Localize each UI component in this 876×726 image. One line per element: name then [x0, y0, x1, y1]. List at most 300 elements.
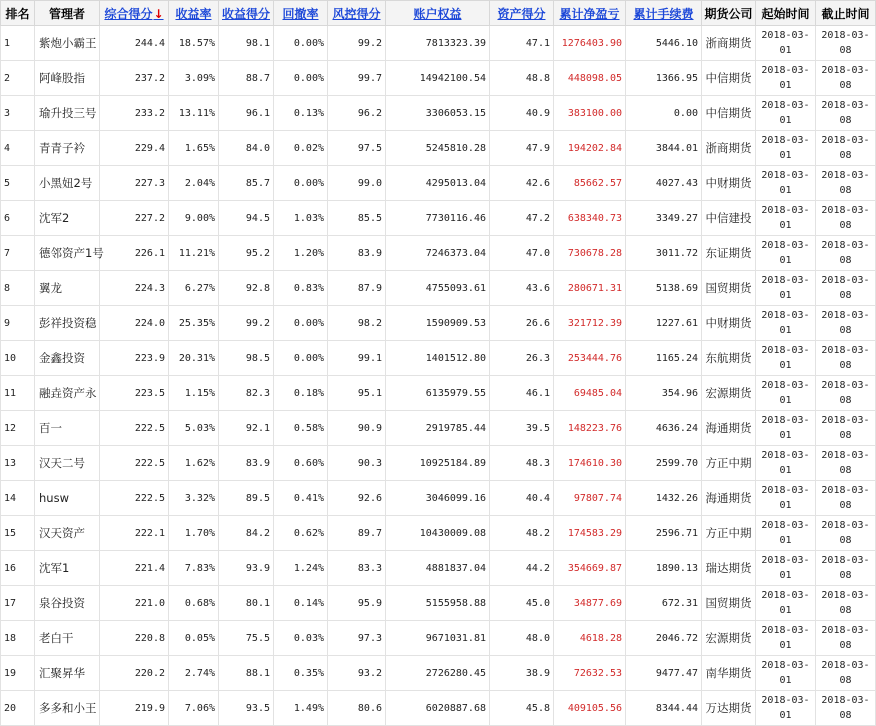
cell-drawdown: 0.41% — [274, 481, 328, 516]
cell-profit: 174610.30 — [554, 446, 626, 481]
cell-broker: 瑞达期货 — [702, 551, 756, 586]
cell-return-score: 96.1 — [219, 96, 274, 131]
cell-score: 227.3 — [100, 166, 169, 201]
cell-equity: 1401512.80 — [386, 341, 490, 376]
cell-rank: 7 — [1, 236, 35, 271]
cell-end — [816, 516, 876, 551]
cell-score: 221.0 — [100, 586, 169, 621]
cell-score: 219.9 — [100, 691, 169, 726]
cell-manager[interactable]: husw — [35, 481, 100, 516]
cell-manager[interactable]: 彭祥投资稳 — [35, 306, 100, 341]
cell-drawdown: 0.03% — [274, 621, 328, 656]
cell-end-date-part: 2018-03- — [821, 590, 870, 601]
cell-end — [816, 96, 876, 131]
cell-end-day-part: 08 — [839, 605, 852, 616]
cell-risk-score: 95.9 — [328, 586, 386, 621]
cell-fee: 1227.61 — [626, 306, 702, 341]
cell-return-rate: 1.70% — [169, 516, 219, 551]
cell-manager[interactable]: 老白干 — [35, 621, 100, 656]
cell-start-date-part: 2018-03- — [761, 135, 810, 146]
cell-end — [816, 341, 876, 376]
cell-return-score: 93.9 — [219, 551, 274, 586]
cell-start-date-part: 2018-03- — [761, 275, 810, 286]
cell-start — [756, 621, 816, 656]
cell-start — [756, 341, 816, 376]
cell-start — [756, 691, 816, 726]
cell-risk-score: 98.2 — [328, 306, 386, 341]
cell-start — [756, 96, 816, 131]
cell-equity: 1590909.53 — [386, 306, 490, 341]
cell-score: 222.5 — [100, 411, 169, 446]
header-score-label: 综合得分 — [104, 6, 153, 21]
cell-profit: 321712.39 — [554, 306, 626, 341]
cell-drawdown: 1.24% — [274, 551, 328, 586]
header-risk-score[interactable]: 风控得分 — [328, 1, 386, 26]
cell-fee: 5138.69 — [626, 271, 702, 306]
cell-profit: 730678.28 — [554, 236, 626, 271]
cell-end-day-part: 08 — [839, 675, 852, 686]
cell-profit: 280671.31 — [554, 271, 626, 306]
cell-start-day-part: 01 — [779, 605, 792, 616]
cell-score: 229.4 — [100, 131, 169, 166]
cell-end-day-part: 08 — [839, 710, 852, 721]
cell-profit: 253444.76 — [554, 341, 626, 376]
cell-fee: 5446.10 — [626, 26, 702, 61]
cell-start — [756, 166, 816, 201]
cell-start — [756, 236, 816, 271]
cell-manager[interactable]: 汉天二号 — [35, 446, 100, 481]
header-score-sort[interactable] — [100, 1, 169, 26]
cell-asset-score: 46.1 — [490, 376, 554, 411]
cell-start-date-part: 2018-03- — [761, 485, 810, 496]
cell-fee: 354.96 — [626, 376, 702, 411]
cell-broker: 方正中期 — [702, 516, 756, 551]
cell-fee: 2596.71 — [626, 516, 702, 551]
cell-score: 233.2 — [100, 96, 169, 131]
cell-fee: 3349.27 — [626, 201, 702, 236]
cell-start-date-part: 2018-03- — [761, 695, 810, 706]
cell-asset-score: 45.0 — [490, 586, 554, 621]
cell-profit: 383100.00 — [554, 96, 626, 131]
cell-risk-score: 92.6 — [328, 481, 386, 516]
cell-start-day-part: 01 — [779, 640, 792, 651]
cell-equity: 6020887.68 — [386, 691, 490, 726]
cell-equity: 2726280.45 — [386, 656, 490, 691]
cell-broker: 中财期货 — [702, 306, 756, 341]
cell-risk-score: 99.2 — [328, 26, 386, 61]
cell-start — [756, 131, 816, 166]
cell-end-day-part: 08 — [839, 640, 852, 651]
cell-score: 226.1 — [100, 236, 169, 271]
cell-fee: 3011.72 — [626, 236, 702, 271]
table-row — [1, 411, 876, 446]
table-row — [1, 446, 876, 481]
cell-drawdown: 1.03% — [274, 201, 328, 236]
cell-drawdown: 0.83% — [274, 271, 328, 306]
cell-rank: 15 — [1, 516, 35, 551]
cell-end — [816, 656, 876, 691]
cell-risk-score: 83.9 — [328, 236, 386, 271]
cell-profit: 148223.76 — [554, 411, 626, 446]
cell-equity: 2919785.44 — [386, 411, 490, 446]
cell-rank: 6 — [1, 201, 35, 236]
cell-return-score: 84.0 — [219, 131, 274, 166]
cell-broker: 国贸期货 — [702, 586, 756, 621]
cell-fee: 9477.47 — [626, 656, 702, 691]
cell-start-day-part: 01 — [779, 115, 792, 126]
cell-asset-score: 40.4 — [490, 481, 554, 516]
cell-end — [816, 26, 876, 61]
table-row — [1, 26, 876, 61]
cell-risk-score: 87.9 — [328, 271, 386, 306]
cell-equity: 10430009.08 — [386, 516, 490, 551]
cell-rank: 14 — [1, 481, 35, 516]
header-rank: 排名 — [1, 1, 35, 26]
cell-risk-score: 89.7 — [328, 516, 386, 551]
cell-start-date-part: 2018-03- — [761, 415, 810, 426]
cell-rank: 11 — [1, 376, 35, 411]
table-row — [1, 551, 876, 586]
cell-start-day-part: 01 — [779, 185, 792, 196]
cell-asset-score: 48.2 — [490, 516, 554, 551]
cell-drawdown: 0.00% — [274, 61, 328, 96]
cell-end — [816, 61, 876, 96]
cell-return-score: 85.7 — [219, 166, 274, 201]
cell-end-day-part: 08 — [839, 185, 852, 196]
cell-start-date-part: 2018-03- — [761, 520, 810, 531]
cell-asset-score: 26.3 — [490, 341, 554, 376]
cell-manager[interactable]: 融垚资产永 — [35, 376, 100, 411]
cell-return-score: 99.2 — [219, 306, 274, 341]
cell-drawdown: 1.49% — [274, 691, 328, 726]
cell-end — [816, 376, 876, 411]
cell-start-date-part: 2018-03- — [761, 555, 810, 566]
cell-profit: 194202.84 — [554, 131, 626, 166]
cell-start-day-part: 01 — [779, 220, 792, 231]
header-drawdown[interactable]: 回撤率 — [274, 1, 328, 26]
cell-end-date-part: 2018-03- — [821, 520, 870, 531]
cell-manager[interactable]: 多多和小王 — [35, 691, 100, 726]
cell-end — [816, 446, 876, 481]
cell-return-rate: 25.35% — [169, 306, 219, 341]
cell-end-day-part: 08 — [839, 220, 852, 231]
cell-broker: 国贸期货 — [702, 271, 756, 306]
cell-manager[interactable]: 紫炮小霸王 — [35, 26, 100, 61]
cell-end-date-part: 2018-03- — [821, 135, 870, 146]
cell-start-day-part: 01 — [779, 500, 792, 511]
cell-start-day-part: 01 — [779, 150, 792, 161]
cell-return-rate: 18.57% — [169, 26, 219, 61]
cell-drawdown: 0.00% — [274, 166, 328, 201]
cell-score: 227.2 — [100, 201, 169, 236]
cell-equity: 14942100.54 — [386, 61, 490, 96]
cell-start-day-part: 01 — [779, 80, 792, 91]
cell-drawdown: 0.62% — [274, 516, 328, 551]
cell-rank: 8 — [1, 271, 35, 306]
cell-drawdown: 0.58% — [274, 411, 328, 446]
cell-broker: 中信期货 — [702, 61, 756, 96]
cell-end-day-part: 08 — [839, 500, 852, 511]
cell-manager[interactable]: 泉谷投资 — [35, 586, 100, 621]
cell-drawdown: 0.00% — [274, 26, 328, 61]
cell-broker: 南华期货 — [702, 656, 756, 691]
cell-return-rate: 2.04% — [169, 166, 219, 201]
cell-score: 237.2 — [100, 61, 169, 96]
cell-return-rate: 0.68% — [169, 586, 219, 621]
cell-drawdown: 0.00% — [274, 341, 328, 376]
cell-return-rate: 20.31% — [169, 341, 219, 376]
cell-end — [816, 691, 876, 726]
cell-broker: 中信期货 — [702, 96, 756, 131]
cell-end — [816, 236, 876, 271]
cell-rank: 13 — [1, 446, 35, 481]
cell-fee: 1432.26 — [626, 481, 702, 516]
cell-risk-score: 99.0 — [328, 166, 386, 201]
cell-fee: 4027.43 — [626, 166, 702, 201]
cell-return-score: 95.2 — [219, 236, 274, 271]
cell-start-day-part: 01 — [779, 360, 792, 371]
cell-risk-score: 80.6 — [328, 691, 386, 726]
cell-equity: 5245810.28 — [386, 131, 490, 166]
cell-end — [816, 411, 876, 446]
cell-start-date-part: 2018-03- — [761, 30, 810, 41]
cell-equity: 4755093.61 — [386, 271, 490, 306]
cell-score: 220.8 — [100, 621, 169, 656]
cell-start-day-part: 01 — [779, 675, 792, 686]
cell-profit: 638340.73 — [554, 201, 626, 236]
header-broker: 期货公司 — [702, 1, 756, 26]
cell-start-date-part: 2018-03- — [761, 660, 810, 671]
cell-drawdown: 0.60% — [274, 446, 328, 481]
cell-fee: 8344.44 — [626, 691, 702, 726]
cell-return-score: 83.9 — [219, 446, 274, 481]
cell-manager[interactable]: 百一 — [35, 411, 100, 446]
cell-equity: 6135979.55 — [386, 376, 490, 411]
cell-rank: 17 — [1, 586, 35, 621]
table-row — [1, 516, 876, 551]
cell-start — [756, 551, 816, 586]
table-row — [1, 236, 876, 271]
cell-fee: 2046.72 — [626, 621, 702, 656]
cell-asset-score: 40.9 — [490, 96, 554, 131]
cell-rank: 3 — [1, 96, 35, 131]
cell-start — [756, 26, 816, 61]
table-row — [1, 271, 876, 306]
cell-asset-score: 48.0 — [490, 621, 554, 656]
header-profit[interactable]: 累计净盈亏 — [554, 1, 626, 26]
cell-return-rate: 7.06% — [169, 691, 219, 726]
cell-start-day-part: 01 — [779, 430, 792, 441]
cell-start — [756, 411, 816, 446]
table-row — [1, 656, 876, 691]
cell-broker: 万达期货 — [702, 691, 756, 726]
cell-manager[interactable]: 沈军1 — [35, 551, 100, 586]
cell-profit: 85662.57 — [554, 166, 626, 201]
cell-asset-score: 26.6 — [490, 306, 554, 341]
cell-start-day-part: 01 — [779, 395, 792, 406]
cell-end-date-part: 2018-03- — [821, 380, 870, 391]
table-row — [1, 586, 876, 621]
cell-profit: 1276403.90 — [554, 26, 626, 61]
cell-asset-score: 48.8 — [490, 61, 554, 96]
header-return-score[interactable]: 收益得分 — [219, 1, 274, 26]
cell-manager[interactable]: 青青子衿 — [35, 131, 100, 166]
cell-end-day-part: 08 — [839, 465, 852, 476]
cell-broker: 东证期货 — [702, 236, 756, 271]
cell-end-day-part: 08 — [839, 570, 852, 581]
cell-return-rate: 6.27% — [169, 271, 219, 306]
cell-drawdown: 0.18% — [274, 376, 328, 411]
cell-profit: 4618.28 — [554, 621, 626, 656]
cell-rank: 4 — [1, 131, 35, 166]
cell-rank: 1 — [1, 26, 35, 61]
cell-start-day-part: 01 — [779, 255, 792, 266]
table-row — [1, 341, 876, 376]
cell-start-day-part: 01 — [779, 290, 792, 301]
cell-return-rate: 3.09% — [169, 61, 219, 96]
table-body — [1, 26, 876, 726]
cell-start — [756, 271, 816, 306]
cell-end-day-part: 08 — [839, 150, 852, 161]
cell-rank: 18 — [1, 621, 35, 656]
cell-asset-score: 47.2 — [490, 201, 554, 236]
cell-return-score: 80.1 — [219, 586, 274, 621]
cell-profit: 72632.53 — [554, 656, 626, 691]
cell-return-score: 84.2 — [219, 516, 274, 551]
cell-start-day-part: 01 — [779, 710, 792, 721]
header-end: 截止时间 — [816, 1, 876, 26]
cell-rank: 16 — [1, 551, 35, 586]
cell-start-date-part: 2018-03- — [761, 205, 810, 216]
cell-profit: 69485.04 — [554, 376, 626, 411]
cell-score: 222.5 — [100, 446, 169, 481]
cell-manager[interactable]: 阿峰股指 — [35, 61, 100, 96]
cell-end-day-part: 08 — [839, 115, 852, 126]
cell-return-score: 98.5 — [219, 341, 274, 376]
cell-profit: 34877.69 — [554, 586, 626, 621]
cell-end-date-part: 2018-03- — [821, 555, 870, 566]
cell-start — [756, 516, 816, 551]
cell-start-day-part: 01 — [779, 45, 792, 56]
cell-end-day-part: 08 — [839, 45, 852, 56]
cell-drawdown: 0.35% — [274, 656, 328, 691]
cell-equity: 3046099.16 — [386, 481, 490, 516]
cell-start-day-part: 01 — [779, 465, 792, 476]
cell-end-date-part: 2018-03- — [821, 240, 870, 251]
header-asset-score[interactable]: 资产得分 — [490, 1, 554, 26]
cell-end-date-part: 2018-03- — [821, 30, 870, 41]
cell-risk-score: 97.5 — [328, 131, 386, 166]
cell-end-day-part: 08 — [839, 80, 852, 91]
cell-start-date-part: 2018-03- — [761, 65, 810, 76]
cell-end-date-part: 2018-03- — [821, 205, 870, 216]
cell-return-rate: 1.62% — [169, 446, 219, 481]
cell-score: 222.5 — [100, 481, 169, 516]
cell-return-rate: 0.05% — [169, 621, 219, 656]
cell-end-date-part: 2018-03- — [821, 415, 870, 426]
cell-start — [756, 656, 816, 691]
cell-end-day-part: 08 — [839, 360, 852, 371]
cell-score: 244.4 — [100, 26, 169, 61]
cell-start-date-part: 2018-03- — [761, 170, 810, 181]
cell-rank: 12 — [1, 411, 35, 446]
sort-down-arrow-icon: ↓ — [153, 6, 164, 21]
cell-asset-score: 43.6 — [490, 271, 554, 306]
cell-manager[interactable]: 翼龙 — [35, 271, 100, 306]
cell-manager[interactable]: 德邻资产1号 — [35, 236, 100, 271]
cell-score: 222.1 — [100, 516, 169, 551]
cell-manager[interactable]: 瑜升投三号 — [35, 96, 100, 131]
cell-fee: 4636.24 — [626, 411, 702, 446]
cell-end — [816, 166, 876, 201]
cell-rank: 2 — [1, 61, 35, 96]
cell-end-date-part: 2018-03- — [821, 450, 870, 461]
cell-end — [816, 586, 876, 621]
cell-start — [756, 201, 816, 236]
cell-drawdown: 1.20% — [274, 236, 328, 271]
cell-start — [756, 481, 816, 516]
header-return-rate[interactable]: 收益率 — [169, 1, 219, 26]
cell-return-rate: 3.32% — [169, 481, 219, 516]
cell-rank: 19 — [1, 656, 35, 691]
cell-equity: 4881837.04 — [386, 551, 490, 586]
cell-manager[interactable]: 汇聚昇华 — [35, 656, 100, 691]
cell-manager[interactable]: 沈军2 — [35, 201, 100, 236]
cell-equity: 9671031.81 — [386, 621, 490, 656]
table-row — [1, 61, 876, 96]
header-equity[interactable]: 账户权益 — [386, 1, 490, 26]
cell-equity: 10925184.89 — [386, 446, 490, 481]
cell-asset-score: 47.0 — [490, 236, 554, 271]
cell-start — [756, 61, 816, 96]
cell-end — [816, 621, 876, 656]
cell-start-day-part: 01 — [779, 325, 792, 336]
cell-return-rate: 9.00% — [169, 201, 219, 236]
cell-start-date-part: 2018-03- — [761, 590, 810, 601]
cell-fee: 0.00 — [626, 96, 702, 131]
cell-equity: 5155958.88 — [386, 586, 490, 621]
cell-broker: 中信建投 — [702, 201, 756, 236]
cell-equity: 3306053.15 — [386, 96, 490, 131]
cell-risk-score: 96.2 — [328, 96, 386, 131]
cell-end-day-part: 08 — [839, 395, 852, 406]
cell-end-day-part: 08 — [839, 430, 852, 441]
cell-profit: 354669.87 — [554, 551, 626, 586]
cell-start-date-part: 2018-03- — [761, 100, 810, 111]
cell-manager[interactable]: 汉天资产 — [35, 516, 100, 551]
cell-return-rate: 7.83% — [169, 551, 219, 586]
cell-equity: 4295013.04 — [386, 166, 490, 201]
table-row — [1, 96, 876, 131]
cell-start — [756, 586, 816, 621]
cell-broker: 宏源期货 — [702, 621, 756, 656]
cell-return-score: 93.5 — [219, 691, 274, 726]
cell-drawdown: 0.13% — [274, 96, 328, 131]
cell-end-date-part: 2018-03- — [821, 65, 870, 76]
cell-start — [756, 446, 816, 481]
cell-score: 220.2 — [100, 656, 169, 691]
cell-end — [816, 481, 876, 516]
cell-risk-score: 95.1 — [328, 376, 386, 411]
cell-manager[interactable]: 小黑妞2号 — [35, 166, 100, 201]
cell-end-day-part: 08 — [839, 325, 852, 336]
cell-asset-score: 47.9 — [490, 131, 554, 166]
cell-score: 223.9 — [100, 341, 169, 376]
header-fee[interactable]: 累计手续费 — [626, 1, 702, 26]
cell-equity: 7246373.04 — [386, 236, 490, 271]
cell-manager[interactable]: 金鑫投资 — [35, 341, 100, 376]
cell-score: 224.0 — [100, 306, 169, 341]
